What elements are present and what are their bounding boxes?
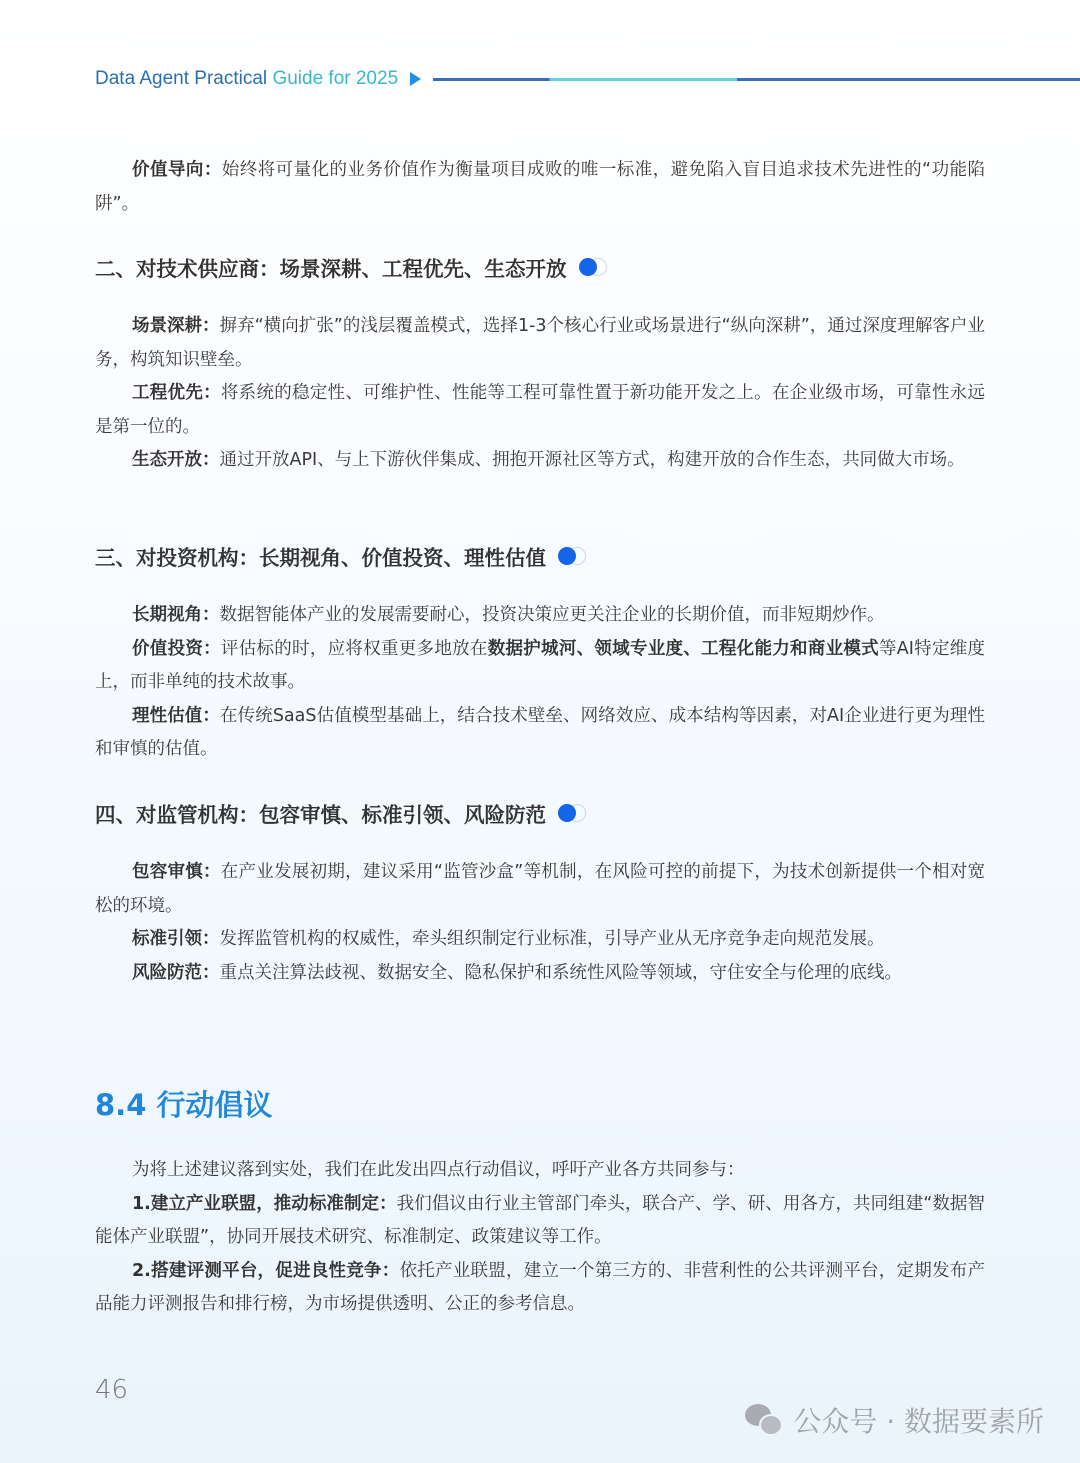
page-number: 46 xyxy=(95,1375,129,1405)
paragraph-text: 我们倡议由行业主管部门牵头，联合产、学、研、用各方，共同组建“数据智能体产业联盟”，协同开展技术研究、标准制定、政策建议等工作。 xyxy=(95,1193,985,1247)
paragraph-text: 将系统的稳定性、可维护性、性能等工程可靠性置于新功能开发之上。在企业级市场，可靠性永远是第一位的。 xyxy=(95,383,986,437)
section-investors xyxy=(95,541,985,767)
paragraph xyxy=(95,957,985,991)
paragraph xyxy=(95,599,985,633)
emphasis-text: 数据护城河、领域专业度、工程化能力和商业模式 xyxy=(487,638,879,659)
lead-term: 标准引领： xyxy=(132,929,220,949)
paragraph-text: 重点关注算法歧视、数据安全、隐私保护和系统性风险等领域，守住安全与伦理的底线。 xyxy=(219,962,902,983)
paragraph xyxy=(95,856,985,923)
paragraph xyxy=(95,444,985,478)
lead-term: 价值导向： xyxy=(132,160,222,180)
section-heading xyxy=(95,798,985,828)
lead-term: 理性估值： xyxy=(132,705,221,726)
toggle-icon xyxy=(558,804,588,822)
intro-block xyxy=(95,154,985,221)
lead-term: 价值投资： xyxy=(132,638,221,659)
lead-term: 包容审慎： xyxy=(132,862,221,882)
paragraph-text: 依托产业联盟，建立一个第三方的、非营利性的公共评测平台，定期发布产品能力评测报告和排行榜，为市场提供透明、公正的参考信息。 xyxy=(95,1260,986,1314)
toggle-icon xyxy=(579,258,609,276)
lead-term: 长期视角： xyxy=(132,605,220,625)
header-divider xyxy=(433,78,1080,81)
toggle-icon xyxy=(558,547,588,565)
watermark xyxy=(745,1400,1044,1440)
paragraph xyxy=(95,154,985,221)
paragraph-text: 数据智能体产业的发展需要耐心，投资决策应更关注企业的长期价值，而非短期炒作。 xyxy=(219,605,885,625)
paragraph xyxy=(95,310,985,377)
paragraph-text: 评估标的时，应将权重更多地放在 xyxy=(220,638,488,659)
paragraph-text: 摒弃“横向扩张”的浅层覆盖模式，选择1-3个核心行业或场景进行“纵向深耕”，通过深度理解客户业务，构筑知识壁垒。 xyxy=(95,316,985,370)
running-header xyxy=(95,66,1080,92)
paragraph-text: 等AI特定维度上，而非单纯的技术故事。 xyxy=(95,638,986,692)
paragraph xyxy=(95,700,985,767)
heading-text: 四、对监管机构：包容审慎、标准引领、风险防范 xyxy=(95,803,546,827)
section-suppliers xyxy=(95,252,985,478)
paragraph-text: 在传统SaaS估值模型基础上，结合技术壁垒、网络效应、成本结构等因素，对AI企业进行更为理性和审慎的估值。 xyxy=(95,705,986,759)
paragraph xyxy=(95,633,985,700)
paragraph-text: 发挥监管机构的权威性，牵头组织制定行业标准，引导产业从无序竞争走向规范发展。 xyxy=(219,929,885,949)
lead-term: 风险防范： xyxy=(132,962,220,983)
lead-term: 工程优先： xyxy=(132,383,221,403)
paragraph-text: 始终将可量化的业务价值作为衡量项目成败的唯一标准，避免陷入盲目追求技术先进性的“功能陷阱”。 xyxy=(95,160,985,214)
play-arrow-icon xyxy=(410,72,421,86)
paragraph xyxy=(95,923,985,957)
paragraph xyxy=(95,1255,985,1322)
wechat-icon xyxy=(745,1402,785,1438)
title-part: Data Agent Practical xyxy=(95,68,273,89)
section-title: 8.4 行动倡议 xyxy=(95,1088,273,1122)
section-heading xyxy=(95,252,985,282)
lead-term: 生态开放： xyxy=(132,450,220,470)
paragraph xyxy=(95,1188,985,1255)
watermark-text: 公众号 · 数据要素所 xyxy=(793,1405,1044,1438)
section-regulators xyxy=(95,798,985,990)
section-heading xyxy=(95,541,985,571)
lead-term: 场景深耕： xyxy=(132,316,220,336)
paragraph-text: 在产业发展初期，建议采用“监管沙盒”等机制，在风险可控的前提下，为技术创新提供一个相对宽松的环境。 xyxy=(95,862,985,916)
lead-term: 1.建立产业联盟，推动标准制定： xyxy=(132,1193,397,1214)
title-part: Guide for 2025 xyxy=(272,68,399,89)
paragraph: 为将上述建议落到实处，我们在此发出四点行动倡议，呼吁产业各方共同参与： xyxy=(132,1160,745,1180)
heading-text: 二、对技术供应商：场景深耕、工程优先、生态开放 xyxy=(95,257,567,281)
paragraph-text: 通过开放API、与上下游伙伴集成、拥抱开源社区等方式，构建开放的合作生态，共同做大市场。 xyxy=(219,450,965,470)
paragraph xyxy=(95,377,985,444)
section-action xyxy=(95,1083,985,1322)
lead-term: 2.搭建评测平台，促进良性竞争： xyxy=(132,1260,400,1281)
heading-text: 三、对投资机构：长期视角、价值投资、理性估值 xyxy=(95,546,546,570)
document-title xyxy=(95,68,398,90)
